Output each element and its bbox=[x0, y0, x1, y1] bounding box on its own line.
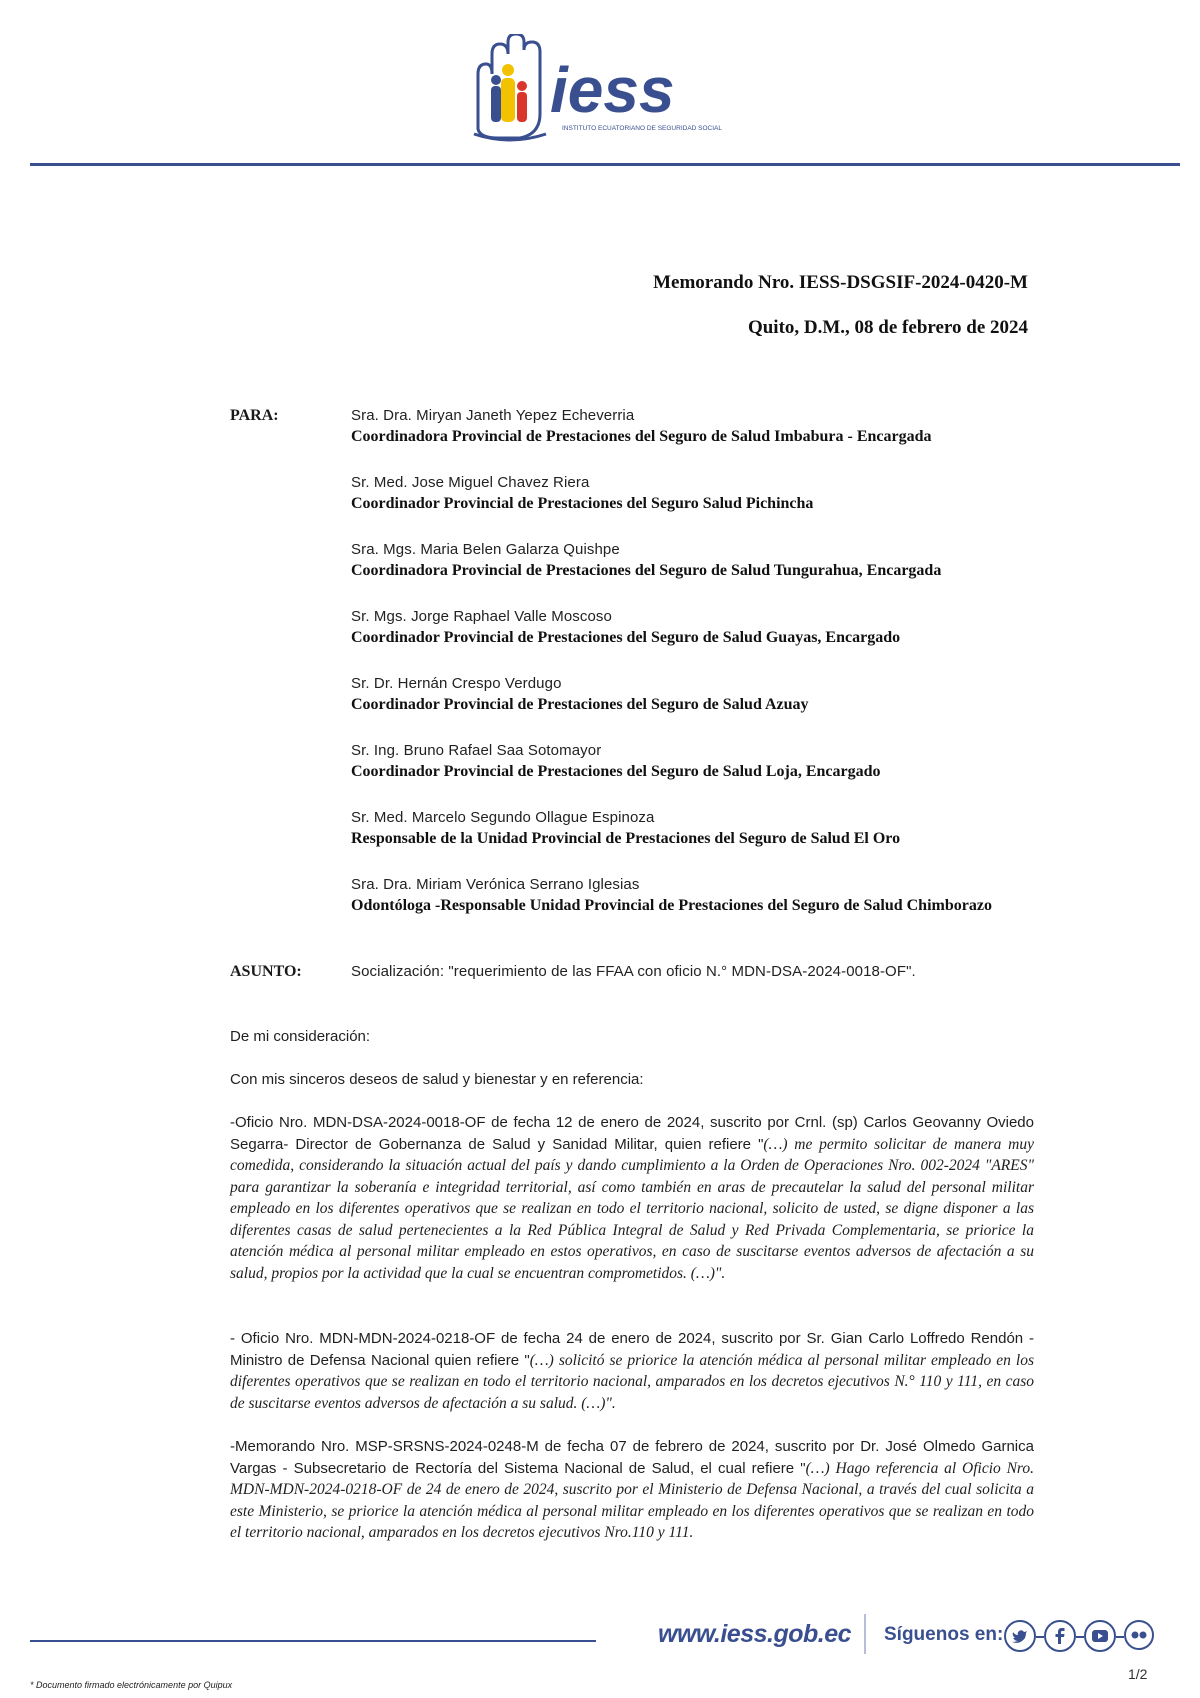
recipient-6 bbox=[351, 740, 1041, 782]
facebook-icon[interactable] bbox=[1044, 1620, 1076, 1652]
paragraph-3-plain: -Memorando Nro. MSP-SRSNS-2024-0248-M de fecha 07 de febrero de 2024, suscrito por Dr. José Olmedo Garnica Vargas - Subsecretario de Rectoría del Sistema Nacional de Salud, el cual refiere " bbox=[230, 1438, 1034, 1477]
memo-number: Memorando Nro. IESS-DSGSIF-2024-0420-M bbox=[653, 272, 1028, 293]
asunto-text: Socialización: "requerimiento de las FFAA con oficio N.° MDN-DSA-2024-0018-OF". bbox=[351, 963, 916, 980]
recipient-role: Coordinador Provincial de Prestaciones del Seguro de Salud Loja, Encargado bbox=[351, 763, 881, 780]
recipient-2 bbox=[351, 472, 1041, 514]
recipient-5 bbox=[351, 673, 1041, 715]
recipient-4 bbox=[351, 606, 1041, 648]
page-header bbox=[0, 0, 1200, 170]
iess-logo bbox=[470, 34, 740, 146]
paragraph-3 bbox=[230, 1436, 1034, 1544]
logo-wordmark: iess bbox=[550, 54, 675, 126]
recipient-role: Coordinadora Provincial de Prestaciones del Seguro de Salud Tungurahua, Encargada bbox=[351, 562, 942, 579]
footer-divider bbox=[30, 1640, 596, 1642]
recipient-name: Sra. Dra. Miriam Verónica Serrano Iglesias bbox=[351, 876, 640, 893]
recipient-name: Sra. Mgs. Maria Belen Galarza Quishpe bbox=[351, 541, 620, 558]
recipient-name: Sr. Mgs. Jorge Raphael Valle Moscoso bbox=[351, 608, 612, 625]
footer-separator bbox=[864, 1614, 866, 1654]
recipient-name: Sr. Dr. Hernán Crespo Verdugo bbox=[351, 675, 562, 692]
flickr-icon[interactable] bbox=[1124, 1620, 1154, 1650]
recipient-role: Odontóloga -Responsable Unidad Provincial de Prestaciones del Seguro de Salud Chimborazo bbox=[351, 897, 992, 914]
paragraph-2 bbox=[230, 1328, 1034, 1414]
paragraph-2-plain: - Oficio Nro. MDN-MDN-2024-0218-OF de fecha 24 de enero de 2024, suscrito por Sr. Gian Carlo Loffredo Rendón - Ministro de Defensa Nacional quien refiere " bbox=[230, 1330, 1034, 1369]
recipient-role: Coordinador Provincial de Prestaciones del Seguro de Salud Guayas, Encargado bbox=[351, 629, 901, 646]
recipient-3 bbox=[351, 539, 1041, 581]
electronic-signature-note: * Documento firmado electrónicamente por Quipux bbox=[30, 1680, 233, 1690]
memo-place-date: Quito, D.M., 08 de febrero de 2024 bbox=[747, 317, 1028, 338]
recipient-role: Coordinador Provincial de Prestaciones del Seguro Salud Pichincha bbox=[351, 495, 814, 512]
paragraph-3-quote: (…) Hago referencia al Oficio Nro. MDN-MDN-2024-0218-OF de 24 de enero de 2024, suscrito por el Ministerio de Defensa Nacional, a través del cual solicita a este Ministerio, se priorice la atención médica al personal militar empleado en los diferentes operativos que se realizan en todo el territorio nacional, amparados en los decretos ejecutivos Nro.110 y 111. bbox=[230, 1459, 1034, 1541]
logo-subtitle: INSTITUTO ECUATORIANO DE SEGURIDAD SOCIAL bbox=[562, 125, 722, 132]
greeting: De mi consideración: bbox=[230, 1028, 371, 1045]
youtube-icon[interactable] bbox=[1084, 1620, 1116, 1652]
paragraph-1-plain: -Oficio Nro. MDN-DSA-2024-0018-OF de fecha 12 de enero de 2024, suscrito por Crnl. (sp) Carlos Geovanny Oviedo Segarra- Director de Gobernanza de Salud y Sanidad Militar, quien refiere " bbox=[230, 1114, 1034, 1153]
recipient-role: Responsable de la Unidad Provincial de Prestaciones del Seguro de Salud El Oro bbox=[351, 830, 901, 847]
recipient-name: Sra. Dra. Miryan Janeth Yepez Echeverria bbox=[351, 407, 635, 424]
recipient-role: Coordinador Provincial de Prestaciones del Seguro de Salud Azuay bbox=[351, 696, 809, 713]
paragraph-1-quote: (…) me permito solicitar de manera muy comedida, considerando la situación actual del país y dando cumplimiento a la Orden de Operaciones Nro. 002-2024 "ARES" para garantizar la soberanía e integridad territorial, así como también en aras de precautelar la salud del personal militar empleado en los diferentes operativos que se realizan en todo el territorio nacional, solicito de usted, se digne disponer a las diferentes casas de salud pertenecientes a la Red Pública Integral de Salud y Red Privada Complementaria, se priorice la atención médica al personal militar empleado en estos operativos, en caso de suscitarse eventos adversos de afectación a su salud, propios por la actividad que la cual se encuentran comprometidos. (…)". bbox=[230, 1135, 1034, 1282]
para-label: PARA: bbox=[230, 407, 279, 424]
recipient-1 bbox=[351, 405, 1041, 447]
asunto-label: ASUNTO: bbox=[230, 963, 302, 980]
recipient-name: Sr. Med. Marcelo Segundo Ollague Espinoza bbox=[351, 809, 655, 826]
recipient-name: Sr. Med. Jose Miguel Chavez Riera bbox=[351, 474, 590, 491]
memo-meta bbox=[653, 272, 1028, 362]
website-link[interactable]: www.iess.gob.ec bbox=[658, 1620, 852, 1648]
recipient-name: Sr. Ing. Bruno Rafael Saa Sotomayor bbox=[351, 742, 602, 759]
recipient-8 bbox=[351, 874, 1091, 916]
twitter-icon[interactable] bbox=[1004, 1620, 1036, 1652]
recipient-role: Coordinadora Provincial de Prestaciones del Seguro de Salud Imbabura - Encargada bbox=[351, 428, 932, 445]
recipient-7 bbox=[351, 807, 1041, 849]
follow-us-label: Síguenos en: bbox=[884, 1624, 1004, 1645]
paragraph-2-quote: (…) solicitó se priorice la atención médica al personal militar empleado en los diferentes operativos que se realizan en todo el territorio nacional, amparados en los decretos ejecutivos N.° 110 y 111, en caso de suscitarse eventos adversos de afectación a su salud. (…)". bbox=[230, 1351, 1034, 1412]
paragraph-1 bbox=[230, 1112, 1034, 1284]
header-divider bbox=[30, 163, 1180, 166]
intro-line: Con mis sinceros deseos de salud y bienestar y en referencia: bbox=[230, 1071, 644, 1088]
page-number: 1/2 bbox=[1128, 1666, 1148, 1682]
asunto-block bbox=[351, 961, 1041, 982]
